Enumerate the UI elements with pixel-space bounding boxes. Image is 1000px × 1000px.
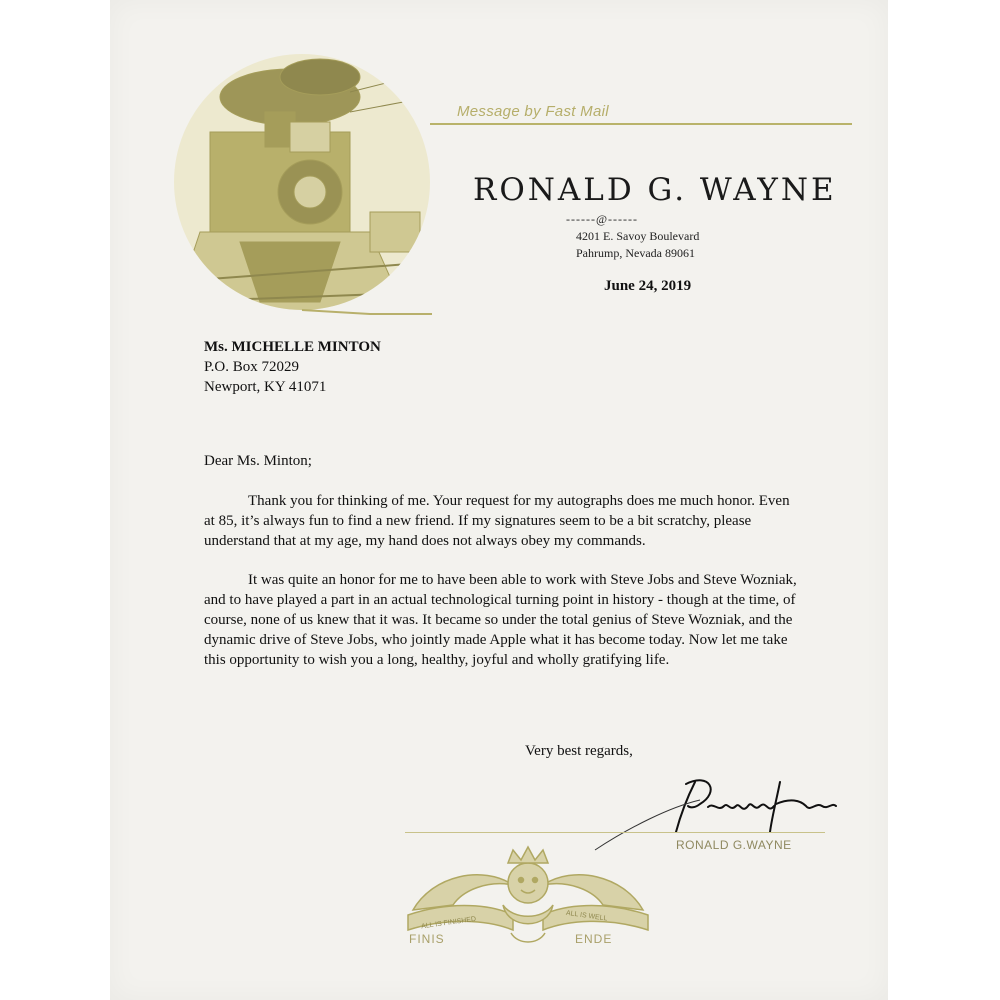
letterhead-name: RONALD G. WAYNE <box>473 172 837 208</box>
svg-text:ALL IS FINISHED: ALL IS FINISHED <box>420 915 477 931</box>
recipient-block <box>204 337 381 397</box>
letterhead-address-2: Pahrump, Nevada 89061 <box>576 246 695 260</box>
ende-label: ENDE <box>575 932 613 946</box>
letter-body <box>204 451 804 689</box>
svg-text:ALL IS WELL: ALL IS WELL <box>565 909 608 923</box>
letterhead-address-1: 4201 E. Savoy Boulevard <box>576 229 700 243</box>
fast-mail-tagline: Message by Fast Mail <box>457 103 609 120</box>
salutation: Dear Ms. Minton; <box>204 453 312 469</box>
paragraph-1: Thank you for thinking of me. Your request for my autographs does me much honor. Even at 85, it’s always fun to find a new friend. If my signatures seem to be a bit scratchy, please understand that at my age, my hand does not always obey my commands. <box>204 493 790 549</box>
signature-rule <box>405 832 825 833</box>
finis-label: FINIS <box>409 932 445 946</box>
header-rule <box>430 123 852 125</box>
closing: Very best regards, <box>525 743 633 759</box>
recipient-line-1: P.O. Box 72029 <box>204 359 300 375</box>
letterhead-divider: ------@------ <box>566 212 639 226</box>
recipient-line-2: Newport, KY 41071 <box>204 379 327 395</box>
letter-date: June 24, 2019 <box>604 278 692 294</box>
recipient-name: Ms. MICHELLE MINTON <box>204 339 381 355</box>
signature-printed-name: RONALD G.WAYNE <box>676 838 792 852</box>
train-vignette <box>170 52 435 322</box>
paragraph-2: It was quite an honor for me to have been able to work with Steve Jobs and Steve Wozniak, and to have played a part in an actual technological turning point in history - though at the time, of course, none of us knew that it was. It became so under the total genius of Steve Wozniak, and the dynamic drive of Steve Jobs, who jointly made Apple what it has become today. Now let me take this opportunity to wish you a long, healthy, joyful and wholly gratifying life. <box>204 572 797 668</box>
